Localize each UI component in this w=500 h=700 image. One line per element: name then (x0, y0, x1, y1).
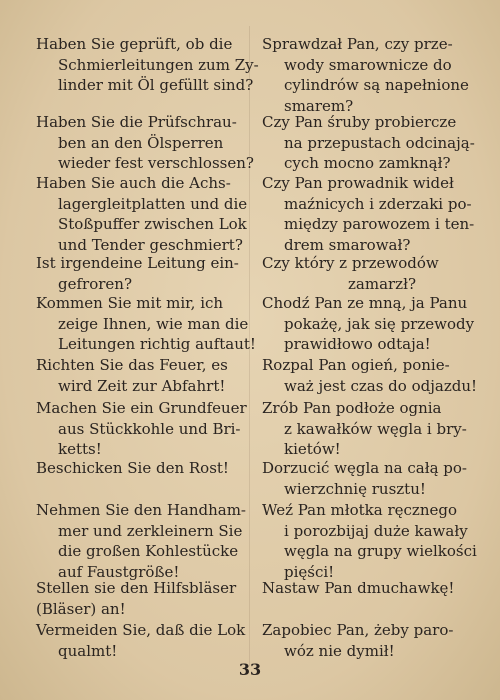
text-line: na przepustach odcinają- (284, 133, 475, 152)
text-line: waż jest czas do odjazdu! (284, 376, 478, 395)
polish-phrase-11 (262, 620, 467, 661)
german-phrase-10 (36, 578, 242, 619)
text-line: auf Faustgröße! (58, 562, 180, 581)
german-phrase-9 (36, 500, 246, 582)
text-line: zamarzł? (348, 274, 416, 293)
text-line: cych mocno zamknął? (284, 154, 451, 172)
text-line: zeige Ihnen, wie man die (58, 314, 249, 333)
polish-phrase-5 (262, 293, 475, 355)
text-line: lagergleitplatten und die (58, 194, 248, 213)
text-line: mer und zerkleinern Sie (58, 521, 243, 540)
text-line: smarem? (284, 96, 354, 115)
polish-phrase-1 (262, 34, 467, 116)
text-line: ben an den Ölsperren (58, 133, 224, 152)
text-line: linder mit Öl gefüllt sind? (58, 76, 254, 94)
text-line: Dorzucić węgla na całą po- (262, 459, 467, 477)
german-phrase-8 (36, 458, 242, 479)
text-line: pięści! (284, 562, 335, 581)
text-line: Nehmen Sie den Handham- (36, 501, 246, 519)
text-line: z kawałków węgla i bry- (284, 419, 467, 438)
german-phrase-1 (36, 34, 259, 96)
polish-phrase-6 (262, 355, 478, 396)
text-line: Leitungen richtig auftaut! (58, 335, 256, 353)
text-line: ketts! (58, 440, 102, 458)
text-line: prawidłowo odtaja! (284, 335, 431, 353)
text-line: Haben Sie geprüft, ob die (36, 35, 233, 53)
text-line: Sprawdzał Pan, czy prze- (262, 35, 453, 53)
polish-phrase-4 (262, 253, 467, 294)
polish-phrase-9 (262, 500, 477, 582)
text-line: Machen Sie ein Grundfeuer (36, 399, 247, 417)
text-line: pokażę, jak się przewody (284, 314, 475, 333)
text-line: Nastaw Pan dmuchawkę! (262, 579, 455, 597)
polish-phrase-2 (262, 112, 475, 174)
text-line: Rozpal Pan ogień, ponie- (262, 356, 450, 374)
text-line: kietów! (284, 440, 341, 458)
german-phrase-6 (36, 355, 242, 396)
text-line: Beschicken Sie den Rost! (36, 459, 229, 477)
german-phrase-5 (36, 293, 256, 355)
page-number: 33 (238, 660, 262, 679)
text-line: Chodź Pan ze mną, ja Panu (262, 294, 468, 312)
text-line: Stellen sie den Hilfsbläser (36, 579, 237, 597)
text-line: Weź Pan młotka ręcznego (262, 501, 457, 519)
text-line: wody smarownicze do (284, 55, 452, 74)
text-line: Stoßpuffer zwischen Lok (58, 215, 247, 233)
text-line: Richten Sie das Feuer, es (36, 356, 228, 374)
text-line: Vermeiden Sie, daß die Lok (36, 621, 246, 639)
text-line: Czy który z przewodów (262, 254, 439, 272)
german-phrase-3 (36, 173, 248, 255)
text-line: wóz nie dymił! (284, 641, 395, 660)
polish-phrase-7 (262, 398, 467, 460)
text-line: wieder fest verschlossen? (58, 154, 254, 172)
text-line: Haben Sie auch die Achs- (36, 174, 231, 192)
text-line: Kommen Sie mit mir, ich (36, 294, 224, 312)
polish-phrase-10 (262, 578, 467, 599)
text-line: węgla na grupy wielkości (284, 542, 477, 560)
text-line: między parowozem i ten- (284, 215, 475, 233)
german-phrase-2 (36, 112, 254, 174)
polish-phrase-3 (262, 173, 475, 255)
text-line: die großen Kohlestücke (58, 542, 239, 560)
text-line: und Tender geschmiert? (58, 235, 243, 254)
text-line: maźnicych i zderzaki po- (284, 194, 472, 213)
text-line: Haben Sie die Prüfschrau- (36, 113, 237, 131)
german-phrase-11 (36, 620, 246, 661)
text-line: Czy Pan prowadnik wideł (262, 174, 454, 192)
text-line: wird Zeit zur Abfahrt! (58, 376, 226, 395)
german-phrase-7 (36, 398, 247, 460)
german-phrase-4 (36, 253, 242, 294)
text-line: Zapobiec Pan, żeby paro- (262, 621, 454, 639)
text-line: aus Stückkohle und Bri- (58, 419, 241, 438)
text-line: i porozbijaj duże kawały (284, 521, 468, 540)
text-line: Zrób Pan podłoże ognia (262, 399, 442, 417)
text-line: Czy Pan śruby probiercze (262, 113, 457, 131)
text-line: qualmt! (58, 641, 118, 660)
text-line: Ist irgendeine Leitung ein- (36, 254, 239, 272)
polish-phrase-8 (262, 458, 467, 499)
text-line: wierzchnię rusztu! (284, 479, 426, 498)
text-line: cylindrów są napełnione (284, 76, 469, 94)
text-line: gefroren? (58, 274, 132, 293)
text-line: (Bläser) an! (36, 599, 126, 618)
text-line: drem smarował? (284, 235, 411, 254)
text-line: Schmierleitungen zum Zy- (58, 55, 259, 74)
